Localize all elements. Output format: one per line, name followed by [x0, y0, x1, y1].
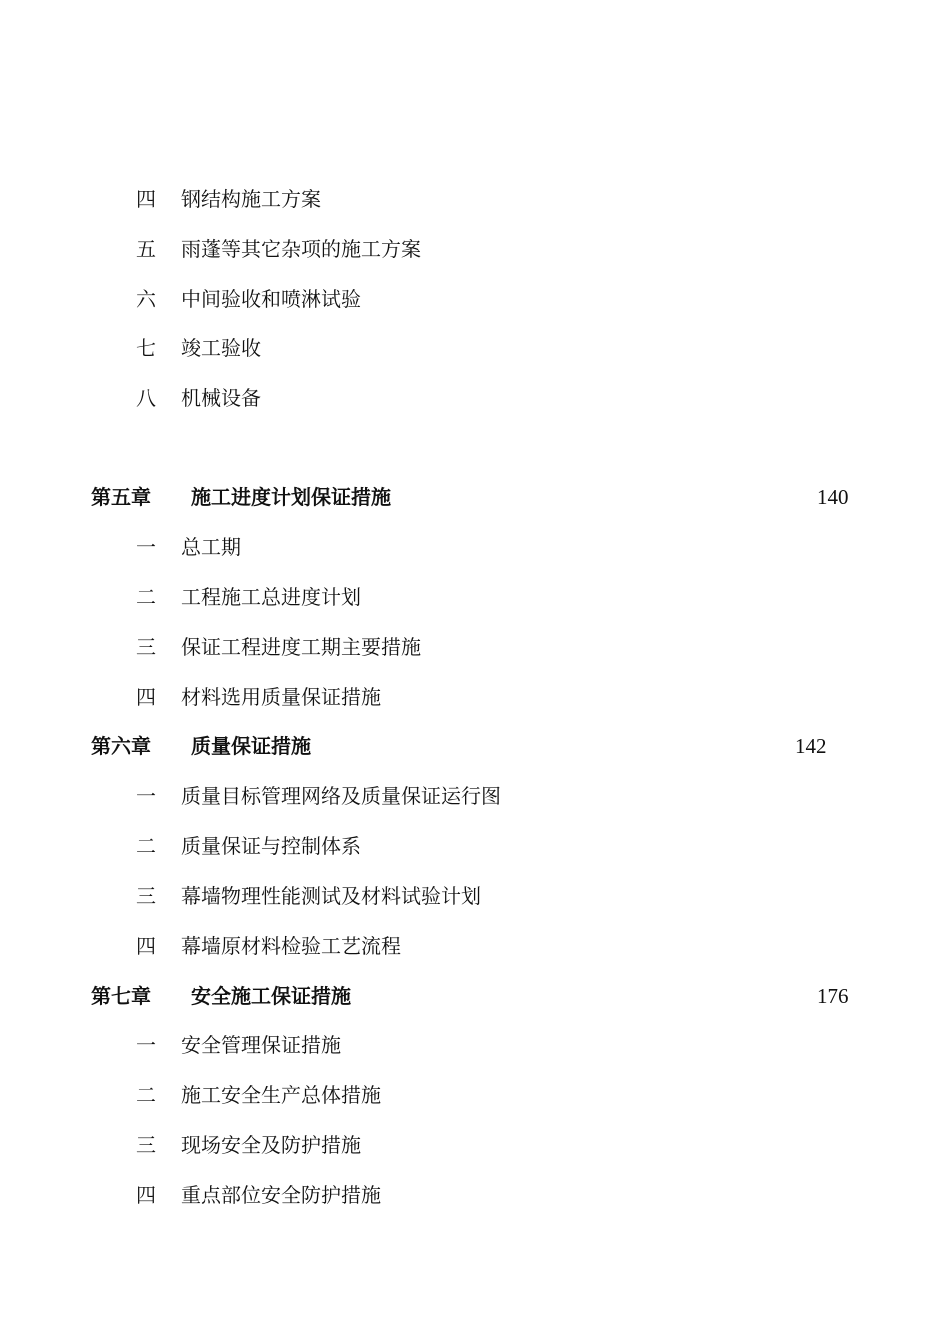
toc-subitem [0, 776, 950, 816]
subitem-number: 三 [136, 884, 156, 908]
subitem-number: 三 [136, 635, 156, 659]
toc-subitem [0, 328, 950, 368]
chapter-label: 第五章 [91, 485, 151, 509]
toc-chapter-6 [0, 726, 950, 766]
subitem-title: 幕墙原材料检验工艺流程 [181, 934, 401, 958]
chapter-title: 质量保证措施 [191, 734, 311, 758]
toc-subitem [0, 229, 950, 269]
toc-subitem [0, 378, 950, 418]
toc-subitem [0, 826, 950, 866]
subitem-title: 现场安全及防护措施 [181, 1133, 361, 1157]
subitem-number: 四 [136, 934, 156, 958]
subitem-number: 五 [136, 237, 156, 261]
toc-subitem [0, 926, 950, 966]
subitem-title: 雨蓬等其它杂项的施工方案 [181, 237, 421, 261]
toc-subitem [0, 1175, 950, 1215]
subitem-number: 四 [136, 187, 156, 211]
toc-subitem [0, 1125, 950, 1165]
subitem-number: 二 [136, 834, 156, 858]
chapter-label: 第六章 [91, 734, 151, 758]
subitem-number: 一 [136, 784, 156, 808]
toc-subitem [0, 577, 950, 617]
subitem-title: 幕墙物理性能测试及材料试验计划 [181, 884, 481, 908]
toc-chapter-7 [0, 976, 950, 1016]
chapter-title: 施工进度计划保证措施 [191, 485, 391, 509]
subitem-title: 安全管理保证措施 [181, 1033, 341, 1057]
chapter-page-number: 176 [817, 984, 849, 1008]
subitem-number: 八 [136, 386, 156, 410]
subitem-number: 一 [136, 535, 156, 559]
subitem-title: 质量保证与控制体系 [181, 834, 361, 858]
subitem-title: 重点部位安全防护措施 [181, 1183, 381, 1207]
toc-subitem [0, 279, 950, 319]
chapter-page-number: 140 [817, 485, 849, 509]
toc-chapter-5 [0, 477, 950, 517]
chapter-title: 安全施工保证措施 [191, 984, 351, 1008]
chapter-label: 第七章 [91, 984, 151, 1008]
subitem-number: 六 [136, 287, 156, 311]
subitem-number: 七 [136, 336, 156, 360]
subitem-title: 竣工验收 [181, 336, 261, 360]
subitem-title: 机械设备 [181, 386, 261, 410]
toc-subitem [0, 876, 950, 916]
subitem-number: 二 [136, 585, 156, 609]
subitem-title: 中间验收和喷淋试验 [181, 287, 361, 311]
toc-subitem [0, 627, 950, 667]
chapter-page-number: 142 [795, 734, 827, 758]
subitem-number: 四 [136, 1183, 156, 1207]
subitem-title: 总工期 [181, 535, 241, 559]
subitem-title: 质量目标管理网络及质量保证运行图 [181, 784, 501, 808]
subitem-number: 二 [136, 1083, 156, 1107]
toc-subitem [0, 1025, 950, 1065]
subitem-number: 四 [136, 685, 156, 709]
subitem-number: 一 [136, 1033, 156, 1057]
toc-subitem [0, 1075, 950, 1115]
subitem-title: 工程施工总进度计划 [181, 585, 361, 609]
subitem-title: 钢结构施工方案 [181, 187, 321, 211]
subitem-number: 三 [136, 1133, 156, 1157]
subitem-title: 施工安全生产总体措施 [181, 1083, 381, 1107]
subitem-title: 保证工程进度工期主要措施 [181, 635, 421, 659]
toc-subitem [0, 179, 950, 219]
toc-subitem [0, 527, 950, 567]
toc-subitem [0, 677, 950, 717]
subitem-title: 材料选用质量保证措施 [181, 685, 381, 709]
